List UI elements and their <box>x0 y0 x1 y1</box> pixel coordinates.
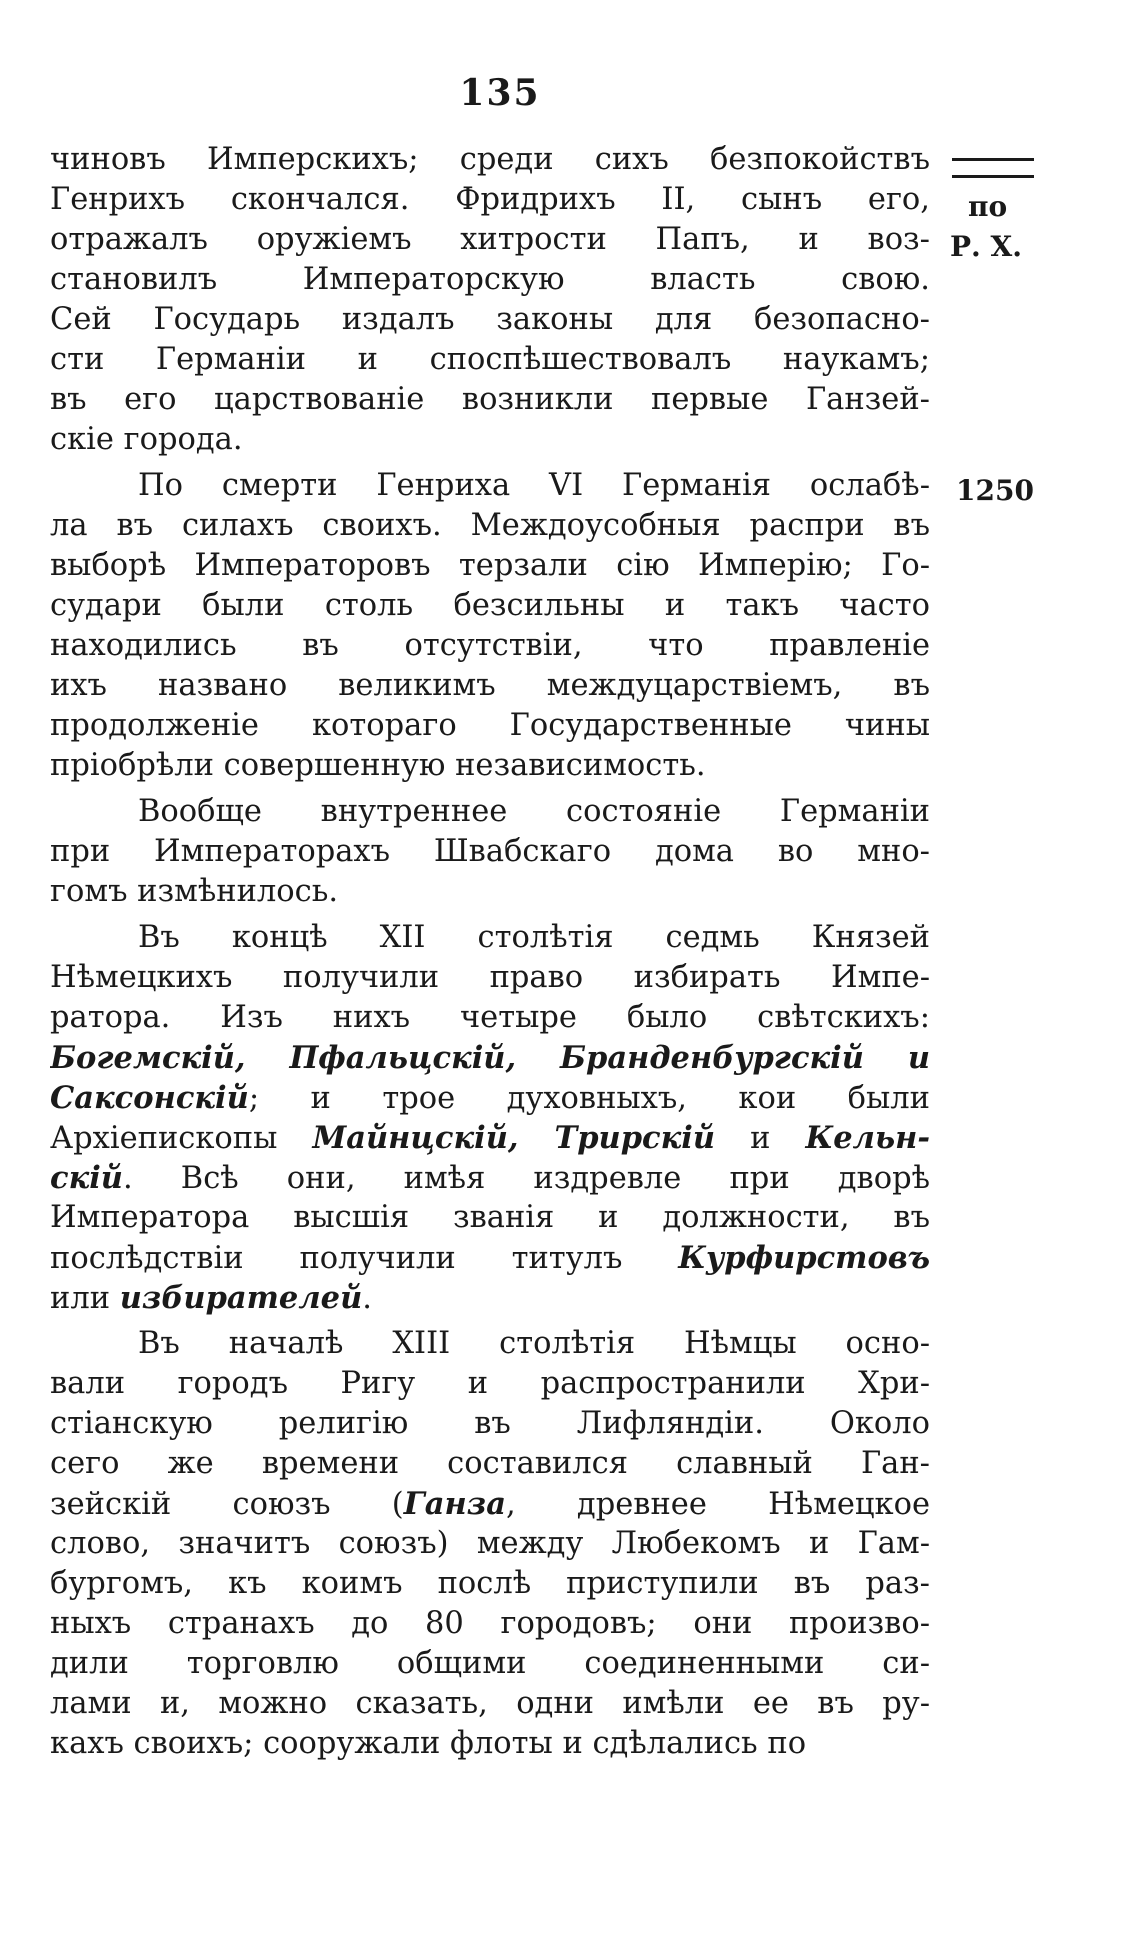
text-line: судари были столь безсильны и такъ часто <box>50 588 930 623</box>
text-line <box>50 1038 930 1078</box>
margin-double-rule <box>952 158 1034 178</box>
text-line: при Императорахъ Швабскаго дома во мно- <box>50 834 930 869</box>
text-line <box>50 1484 930 1524</box>
text-line: ратора. Изъ нихъ четыре было свѣтскихъ: <box>50 1000 930 1035</box>
text-line: скіе города. <box>50 422 243 457</box>
text-span: , древнее Нѣмецкое <box>505 1487 930 1522</box>
text-line: лами и, можно сказать, одни имѣли ее въ ру- <box>50 1686 930 1721</box>
italic-name: скій <box>50 1160 123 1196</box>
text-line: По смерти Генриха VI Германія ослабѣ- <box>138 468 930 503</box>
text-line: отражалъ оружіемъ хитрости Папъ, и воз- <box>50 222 930 257</box>
text-line <box>50 1078 930 1118</box>
text-line: сти Германіи и споспѣшествовалъ наукамъ; <box>50 342 930 377</box>
text-line: вали городъ Ригу и распространили Хри- <box>50 1366 930 1401</box>
text-line: въ его царствованіе возникли первые Ганзей- <box>50 382 930 417</box>
italic-name: Богемскій, Пфальцскій, Бранденбургскій и <box>50 1040 930 1076</box>
margin-era-note-line1: по <box>968 190 1008 223</box>
text-line: ла въ силахъ своихъ. Междоусобныя распри въ <box>50 508 930 543</box>
italic-name: Майнцскій, Трирскій <box>312 1120 716 1156</box>
text-line: Генрихъ скончался. Фридрихъ II, сынъ его, <box>50 182 930 217</box>
text-line: становилъ Императорскую власть свою. <box>50 262 930 297</box>
italic-name: Кельн- <box>805 1120 930 1156</box>
italic-name: Саксонскій <box>50 1080 249 1116</box>
text-line: слово, значитъ союзъ) между Любекомъ и Гам- <box>50 1526 930 1561</box>
italic-name: Ганза <box>403 1486 506 1522</box>
text-span: послѣдствіи получили титулъ <box>50 1241 679 1276</box>
text-span: или <box>50 1281 120 1316</box>
text-line: стіанскую религію въ Лифляндіи. Около <box>50 1406 930 1441</box>
text-line: пріобрѣли совершенную независимость. <box>50 748 706 783</box>
text-line <box>50 1158 930 1198</box>
text-line: ныхъ странахъ до 80 городовъ; они произво- <box>50 1606 930 1641</box>
text-span: ; и трое духовныхъ, кои были <box>248 1081 930 1116</box>
text-line: сего же времени составился славный Ган- <box>50 1446 930 1481</box>
italic-name: избирателей <box>119 1280 363 1316</box>
text-line: Нѣмецкихъ получили право избирать Импе- <box>50 960 930 995</box>
italic-name: Курфирстовъ <box>678 1240 930 1276</box>
text-line: дили торговлю общими соединенными си- <box>50 1646 930 1681</box>
text-line: кахъ своихъ; сооружали флоты и сдѣлались по <box>50 1726 807 1761</box>
text-span: Архіепископы <box>50 1121 313 1156</box>
text-line: чиновъ Имперскихъ; среди сихъ безпокойствъ <box>50 142 930 177</box>
text-line: Императора высшія званія и должности, въ <box>50 1200 930 1235</box>
text-line: Въ началѣ XIII столѣтія Нѣмцы осно- <box>138 1326 930 1361</box>
text-span: зейскій союзъ ( <box>50 1487 404 1522</box>
text-line: выборѣ Императоровъ терзали сію Имперію; Го- <box>50 548 930 583</box>
text-span: . <box>362 1281 372 1316</box>
text-line: Сей Государь издалъ законы для безопасно- <box>50 302 930 337</box>
text-line <box>50 1278 930 1318</box>
text-line: ихъ названо великимъ междуцарствіемъ, въ <box>50 668 930 703</box>
text-span: и <box>715 1121 806 1156</box>
text-line: бургомъ, къ коимъ послѣ приступили въ раз- <box>50 1566 930 1601</box>
text-line: гомъ измѣнилось. <box>50 874 339 909</box>
page-number: 135 <box>459 72 541 114</box>
text-line <box>50 1118 930 1158</box>
text-line: находились въ отсутствіи, что правленіе <box>50 628 930 663</box>
margin-era-note-line2: Р. Х. <box>950 230 1023 263</box>
text-line: Вообще внутреннее состояніе Германіи <box>138 794 930 829</box>
body-text <box>50 140 930 1764</box>
text-line <box>50 1238 930 1278</box>
text-span: . Всѣ они, имѣя издревле при дворѣ <box>122 1161 930 1196</box>
text-line: Въ концѣ XII столѣтія седмь Князей <box>138 920 930 955</box>
text-line: продолженіе котораго Государственные чины <box>50 708 930 743</box>
margin-year-note: 1250 <box>956 474 1034 507</box>
